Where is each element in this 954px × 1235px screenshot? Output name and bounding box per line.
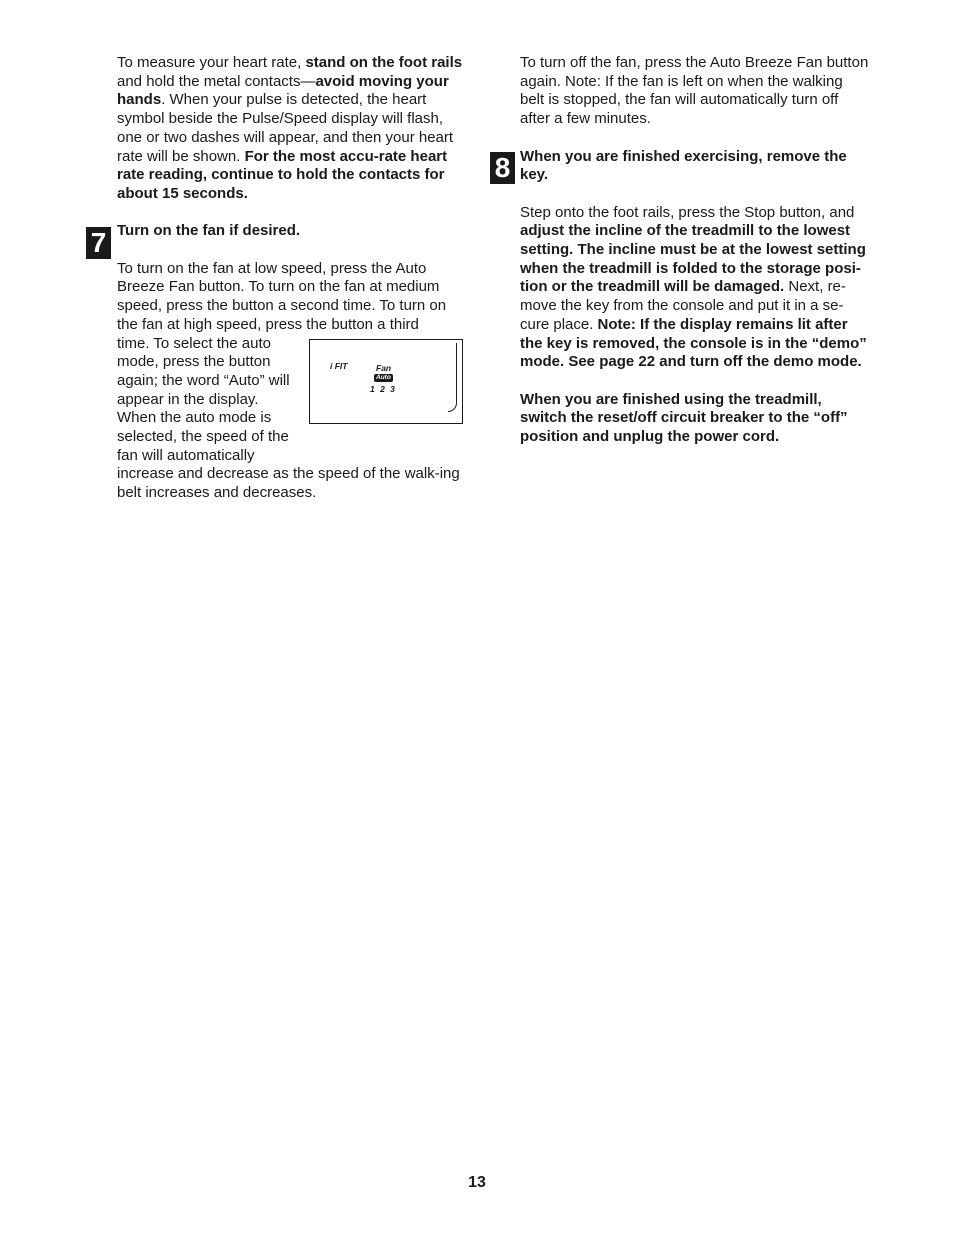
display-ifit-label: i FIT [330, 360, 348, 371]
display-bezel [448, 343, 457, 412]
step-7-badge: 7 [86, 227, 111, 259]
step7-after-text: increase and decrease as the speed of the walk-ing belt increases and decreases. [117, 465, 460, 502]
display-fan-label: Fan [376, 362, 392, 373]
fan-off-paragraph: To turn off the fan, press the Auto Breeze Fan button again. Note: If the fan is left on when the walking belt is stopped, the fan will automatically turn off after a few minutes. [520, 54, 869, 128]
display-speed-levels: 1 2 3 [370, 383, 395, 394]
bold-span: Note: If the display remains lit after the key is removed, the console is in the “demo” mode. See page 22 and turn off the demo mode. [520, 315, 867, 371]
fan-wrap-block [117, 335, 465, 466]
step7-intro: To turn on the fan at low speed, press the Auto Breeze Fan button. To turn on the fan at medium speed, press the button a second time. To turn on the fan at high speed, press the button a third [117, 259, 447, 333]
console-display-figure [309, 339, 463, 424]
display-auto-badge: Auto [376, 373, 391, 381]
step8-heading-text: When you are finished exercising, remove the key. [520, 147, 847, 184]
heart-rate-paragraph [117, 54, 465, 204]
bold-span: stand on the foot rails [305, 54, 463, 71]
text-span: and hold the metal contacts— [117, 72, 316, 90]
page-number: 13 [468, 1174, 486, 1191]
step8-body [520, 204, 870, 372]
left-column [117, 54, 465, 503]
text-span: Next, re-move the key from the console and put it in a se-cure place. [520, 278, 846, 333]
power-off-paragraph [520, 391, 870, 447]
right-column [520, 54, 870, 447]
step7-heading-text: Turn on the fan if desired. [117, 222, 301, 240]
bold-span: For the most accu-rate heart rate reading, continue to hold the contacts for about 15 seconds. [117, 147, 448, 202]
text-span: . When your pulse is detected, the heart symbol beside the Pulse/Speed display will flash, one or two dashes will appear, and then your heart rate will be shown. [117, 91, 454, 165]
step8-heading [520, 148, 870, 185]
step7-wrap-text: time. To select the auto mode, press the button again; the word “Auto” will appear in the display. When the auto mode is selected, the speed of the fan will automatically [117, 334, 290, 464]
bold-span: avoid moving your hands [117, 72, 449, 109]
bold-span: adjust the incline of the treadmill to the lowest setting. The incline must be at the lowest setting when the treadmill is folded to the storage posi-tion or the treadmill will be damaged. [520, 222, 866, 296]
step-8-badge: 8 [490, 152, 515, 184]
power-off-text: When you are finished using the treadmill, switch the reset/off circuit breaker to the “off” position and unplug the power cord. [520, 390, 848, 446]
step7-heading [117, 222, 465, 241]
text-span: Step onto the foot rails, press the Stop button, and [520, 203, 855, 221]
text-span: To measure your heart rate, [117, 54, 306, 71]
